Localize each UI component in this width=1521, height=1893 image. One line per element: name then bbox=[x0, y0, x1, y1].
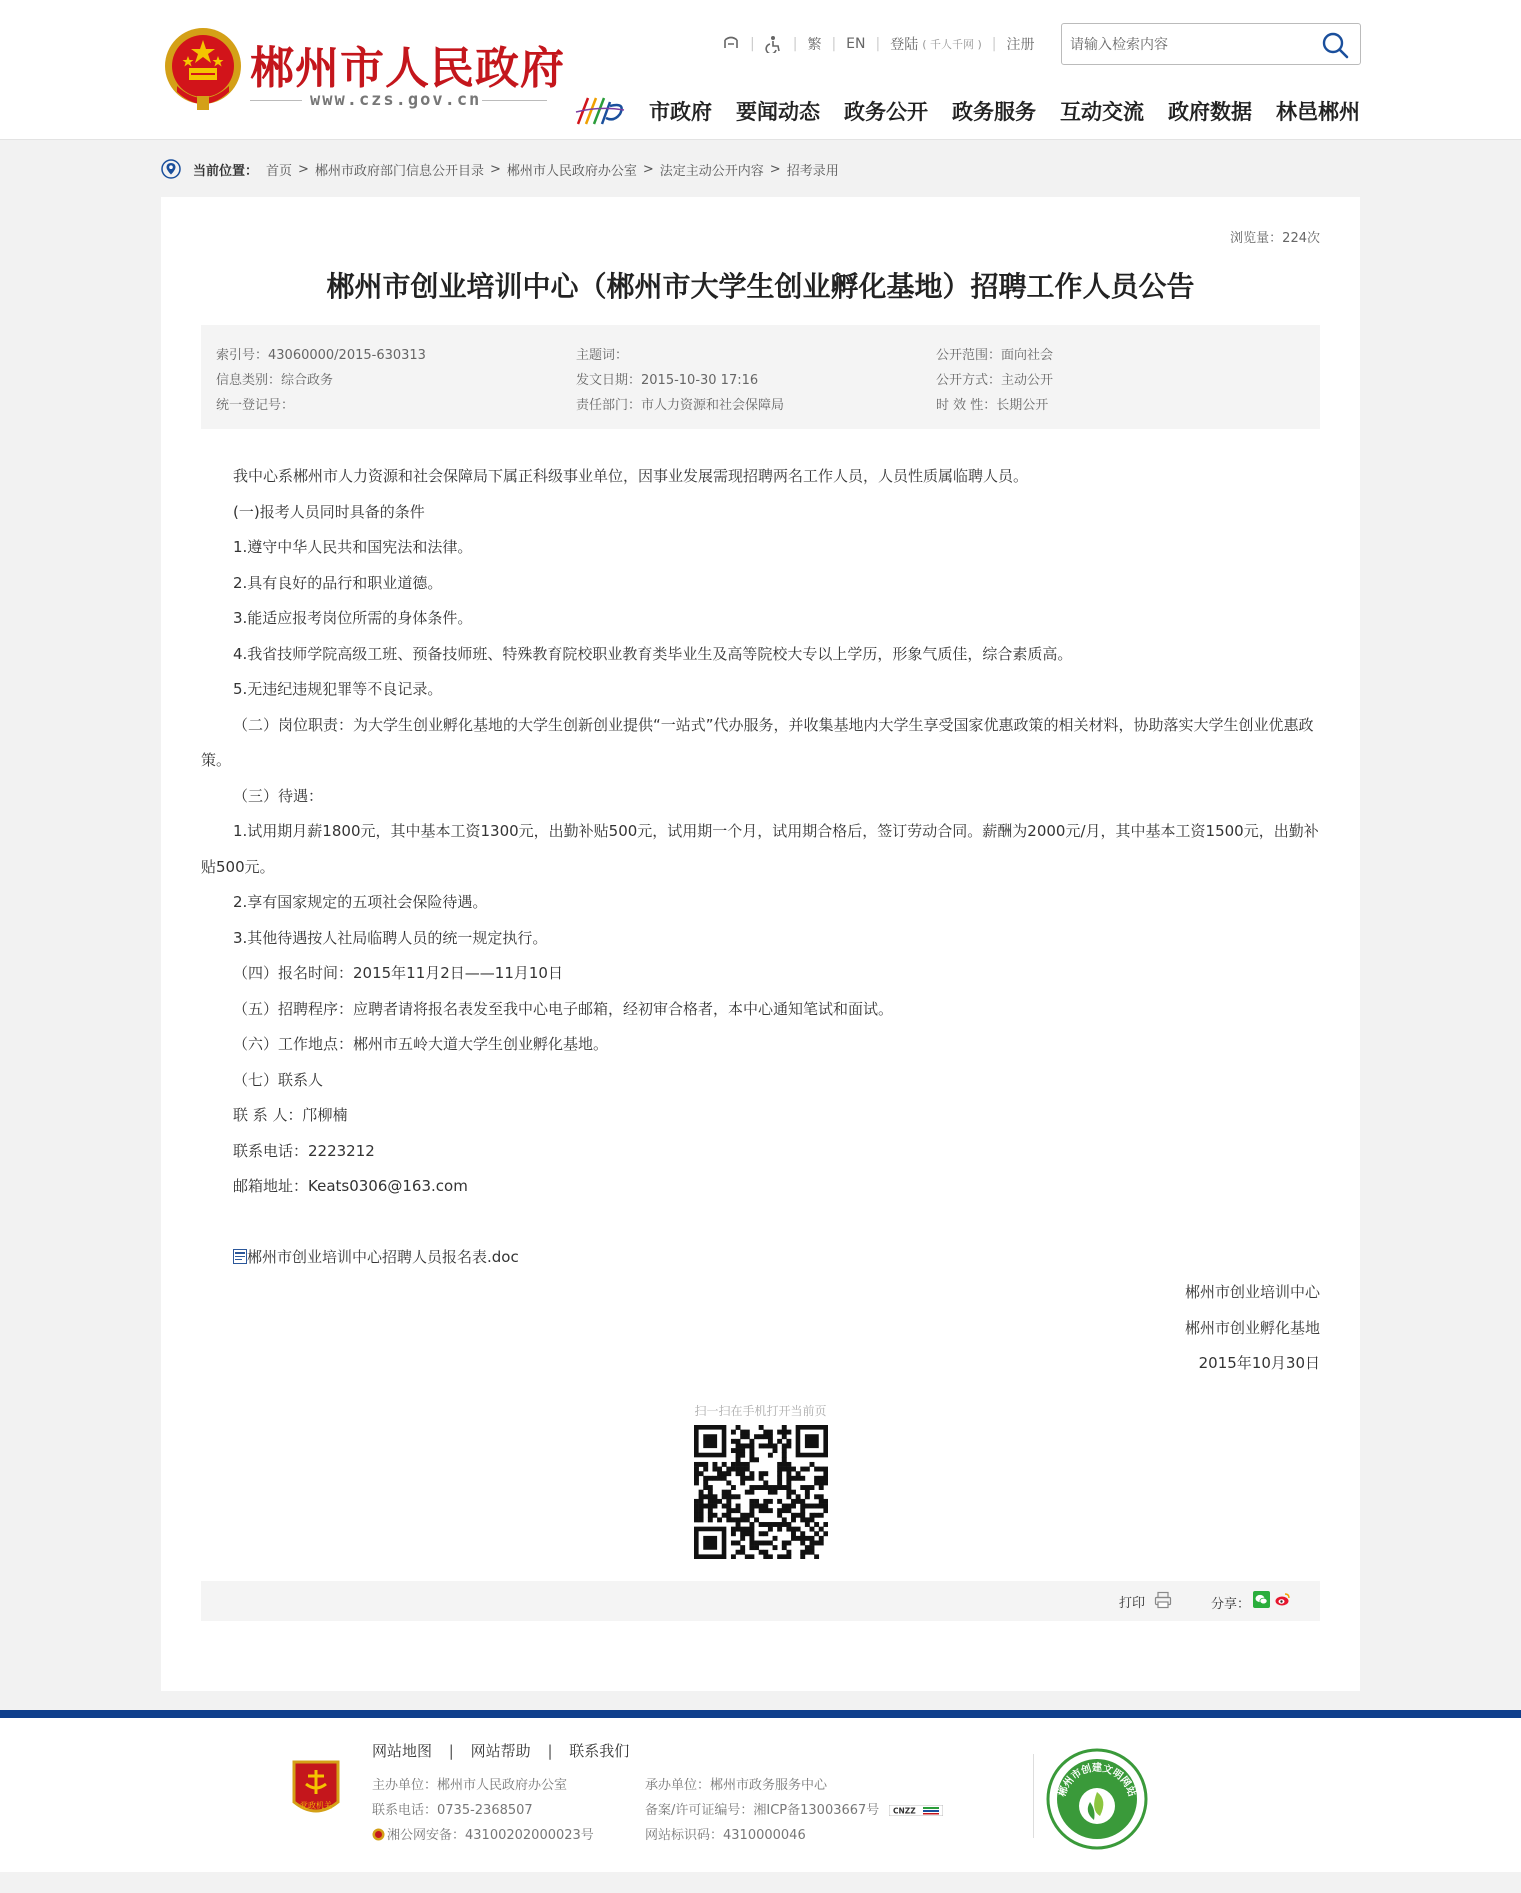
meta-category: 信息类别：综合政务 bbox=[216, 373, 334, 388]
breadcrumb-office[interactable]: 郴州市人民政府办公室 bbox=[506, 163, 637, 179]
paragraph: (一)报考人员同时具备的条件 bbox=[233, 502, 425, 521]
breadcrumb-home[interactable]: 首页 bbox=[266, 163, 293, 179]
signature-org-1: 郴州市创业培训中心 bbox=[1184, 1283, 1320, 1301]
nav-gov-affairs-public[interactable]: 政务公开 bbox=[844, 100, 928, 124]
separator: | bbox=[875, 36, 881, 52]
attachment-row bbox=[201, 1240, 1320, 1276]
breadcrumb-arrow: > bbox=[489, 161, 501, 177]
weibo-share-icon[interactable] bbox=[1274, 1591, 1291, 1608]
traditional-chinese-link[interactable]: 繁 bbox=[807, 37, 822, 53]
english-link[interactable]: EN bbox=[846, 36, 866, 52]
qr-code-icon bbox=[694, 1425, 828, 1559]
site-url: www.czs.gov.cn bbox=[310, 90, 482, 110]
badge-left-text: 党政机关 bbox=[300, 1801, 332, 1810]
meta-dept: 责任部门：市人力资源和社会保障局 bbox=[576, 398, 785, 413]
paragraph: 1.遵守中华人民共和国宪法和法律。 bbox=[233, 538, 473, 556]
site-title[interactable]: 郴州市人民政府 bbox=[250, 43, 565, 94]
register-link[interactable]: 注册 bbox=[1006, 37, 1035, 53]
contact-phone: 联系电话：2223212 bbox=[233, 1141, 375, 1160]
nav-gov-services[interactable]: 政务服务 bbox=[952, 100, 1036, 124]
nav-news[interactable]: 要闻动态 bbox=[736, 100, 820, 124]
breadcrumb-arrow: > bbox=[769, 161, 781, 177]
breadcrumb bbox=[161, 159, 839, 179]
footer-contact-link[interactable]: 联系我们 bbox=[569, 1742, 630, 1760]
paragraph: 4.我省技师学院高级工班、预备技师班、特殊教育院校职业教育类毕业生及高等院校大专以上学历，形象气质佳，综合素质高。 bbox=[233, 644, 1073, 663]
site-footer bbox=[0, 1718, 1521, 1872]
attachment-link[interactable]: 郴州市创业培训中心招聘人员报名表.doc bbox=[247, 1247, 519, 1266]
paragraph: （二）岗位职责：为大学生创业孵化基地的大学生创新创业提供“一站式”代办服务，并收集基地内大学生享受国家优惠政策的相关材料，协助落实大学生创业优惠政策。 bbox=[201, 715, 1314, 769]
top-links bbox=[722, 32, 1035, 56]
article-body bbox=[201, 459, 1320, 1382]
footer-sitemap-link[interactable]: 网站地图 bbox=[372, 1742, 433, 1760]
share-label: 分享： bbox=[1211, 1597, 1251, 1612]
paragraph: （六）工作地点：郴州市五岭大道大学生创业孵化基地。 bbox=[233, 1035, 609, 1053]
main-nav bbox=[649, 96, 1360, 126]
city-logo-icon bbox=[574, 92, 628, 128]
login-link[interactable]: 登陆 bbox=[890, 37, 919, 53]
nav-city-government[interactable]: 市政府 bbox=[649, 100, 712, 124]
breadcrumb-arrow: > bbox=[298, 161, 309, 177]
search-input[interactable] bbox=[1070, 34, 1310, 56]
accessibility-icon[interactable] bbox=[765, 35, 783, 53]
footer-help-link[interactable]: 网站帮助 bbox=[470, 1742, 531, 1760]
senior-mode-icon[interactable] bbox=[722, 35, 740, 53]
search-box bbox=[1061, 23, 1361, 65]
civilized-website-badge-icon[interactable] bbox=[1046, 1748, 1148, 1850]
footer-police[interactable]: 湘公网安备：43100202000023号 bbox=[387, 1828, 594, 1843]
footer-divider bbox=[1033, 1754, 1034, 1838]
printer-icon[interactable] bbox=[1154, 1591, 1172, 1609]
paragraph: 1.试用期月薪1800元，其中基本工资1300元，出勤补贴500元，试用期一个月，试用期合格后，签订劳动合同。薪酬为2000元/月，其中基本工资1500元，出勤补贴500元。 bbox=[201, 822, 1319, 876]
cnzz-stats-icon[interactable] bbox=[889, 1805, 943, 1816]
footer-site-id: 网站标识码：4310000046 bbox=[645, 1828, 806, 1843]
meta-index-no: 索引号：43060000/2015-630313 bbox=[216, 348, 426, 363]
location-pin-icon bbox=[161, 159, 181, 179]
wechat-share-icon[interactable] bbox=[1253, 1591, 1270, 1608]
login-sub-label: ( 千人千网 ) bbox=[922, 38, 982, 51]
separator: | bbox=[831, 36, 837, 52]
nav-gov-data[interactable]: 政府数据 bbox=[1168, 100, 1252, 124]
nav-linyi-chenzhou[interactable]: 林邑郴州 bbox=[1276, 100, 1360, 124]
paragraph: （七）联系人 bbox=[233, 1070, 324, 1089]
print-button[interactable]: 打印 bbox=[1119, 1596, 1146, 1611]
article-title: 郴州市创业培训中心（郴州市大学生创业孵化基地）招聘工作人员公告 bbox=[326, 270, 1195, 303]
breadcrumb-statutory-content[interactable]: 法定主动公开内容 bbox=[659, 163, 764, 179]
party-gov-badge-icon[interactable] bbox=[290, 1758, 342, 1820]
police-badge-icon bbox=[372, 1828, 385, 1841]
meta-date: 发文日期：2015-10-30 17:16 bbox=[576, 373, 759, 388]
national-emblem-icon bbox=[163, 26, 243, 112]
separator: | bbox=[750, 36, 755, 52]
share-bar bbox=[201, 1581, 1320, 1621]
site-url-block bbox=[250, 90, 547, 110]
contact-email: 邮箱地址：Keats0306@163.com bbox=[233, 1177, 468, 1195]
meta-method: 公开方式：主动公开 bbox=[936, 373, 1054, 388]
footer-host: 主办单位：郴州市人民政府办公室 bbox=[372, 1778, 568, 1793]
search-icon[interactable] bbox=[1320, 30, 1350, 60]
paragraph: 2.享有国家规定的五项社会保险待遇。 bbox=[233, 893, 488, 911]
word-doc-icon bbox=[233, 1249, 247, 1264]
url-divider-right bbox=[482, 100, 547, 101]
signature-date: 2015年10月30日 bbox=[1198, 1354, 1320, 1372]
cnzz-text: CNZZ bbox=[893, 1806, 917, 1816]
footer-top-band bbox=[0, 1710, 1521, 1718]
breadcrumb-dept-directory[interactable]: 郴州市政府部门信息公开目录 bbox=[314, 163, 484, 179]
footer-police-row bbox=[372, 1824, 594, 1843]
nav-interaction[interactable]: 互动交流 bbox=[1060, 100, 1144, 124]
paragraph: 我中心系郴州市人力资源和社会保障局下属正科级事业单位，因事业发展需现招聘两名工作人员，人员性质属临聘人员。 bbox=[233, 467, 1029, 485]
separator: | bbox=[991, 36, 997, 52]
footer-organizer: 承办单位：郴州市政务服务中心 bbox=[645, 1778, 828, 1793]
paragraph: （三）待遇： bbox=[233, 786, 324, 805]
footer-icp-row bbox=[645, 1799, 943, 1818]
article-meta bbox=[201, 325, 1320, 429]
badge-right-text: 郴州市创建文明网站 bbox=[1056, 1763, 1138, 1799]
paragraph: （四）报名时间：2015年11月2日——11月10日 bbox=[233, 964, 563, 982]
url-divider-left bbox=[250, 100, 302, 101]
paragraph: 3.能适应报考岗位所需的身体条件。 bbox=[233, 609, 473, 627]
paragraph: 2.具有良好的品行和职业道德。 bbox=[233, 573, 443, 592]
breadcrumb-recruitment[interactable]: 招考录用 bbox=[786, 163, 839, 179]
breadcrumb-arrow: > bbox=[642, 161, 654, 177]
paragraph: 3.其他待遇按人社局临聘人员的统一规定执行。 bbox=[233, 928, 548, 947]
meta-keywords: 主题词： bbox=[576, 348, 629, 363]
paragraph: （五）招聘程序：应聘者请将报名表发至我中心电子邮箱，经初审合格者，本中心通知笔试和面试。 bbox=[233, 999, 894, 1018]
meta-validity: 时 效 性：长期公开 bbox=[936, 398, 1049, 413]
footer-phone: 联系电话：0735-2368507 bbox=[372, 1803, 533, 1818]
footer-links bbox=[372, 1740, 629, 1761]
article-card bbox=[161, 197, 1360, 1691]
breadcrumb-label: 当前位置： bbox=[193, 163, 259, 179]
footer-icp[interactable]: 备案/许可证编号：湘ICP备13003667号 bbox=[645, 1803, 880, 1818]
view-count: 浏览量：224次 bbox=[1230, 231, 1320, 246]
qr-caption: 扫一扫在手机打开当前页 bbox=[694, 1404, 827, 1418]
meta-scope: 公开范围：面向社会 bbox=[936, 348, 1054, 363]
contact-person: 联 系 人：邝柳楠 bbox=[233, 1106, 348, 1124]
separator: | bbox=[547, 1742, 553, 1760]
site-header bbox=[0, 0, 1521, 140]
paragraph: 5.无违纪违规犯罪等不良记录。 bbox=[233, 680, 443, 698]
meta-reg-no: 统一登记号： bbox=[216, 398, 295, 413]
signature-org-2: 郴州市创业孵化基地 bbox=[1184, 1318, 1320, 1337]
separator: | bbox=[792, 36, 798, 52]
separator: | bbox=[448, 1742, 454, 1760]
